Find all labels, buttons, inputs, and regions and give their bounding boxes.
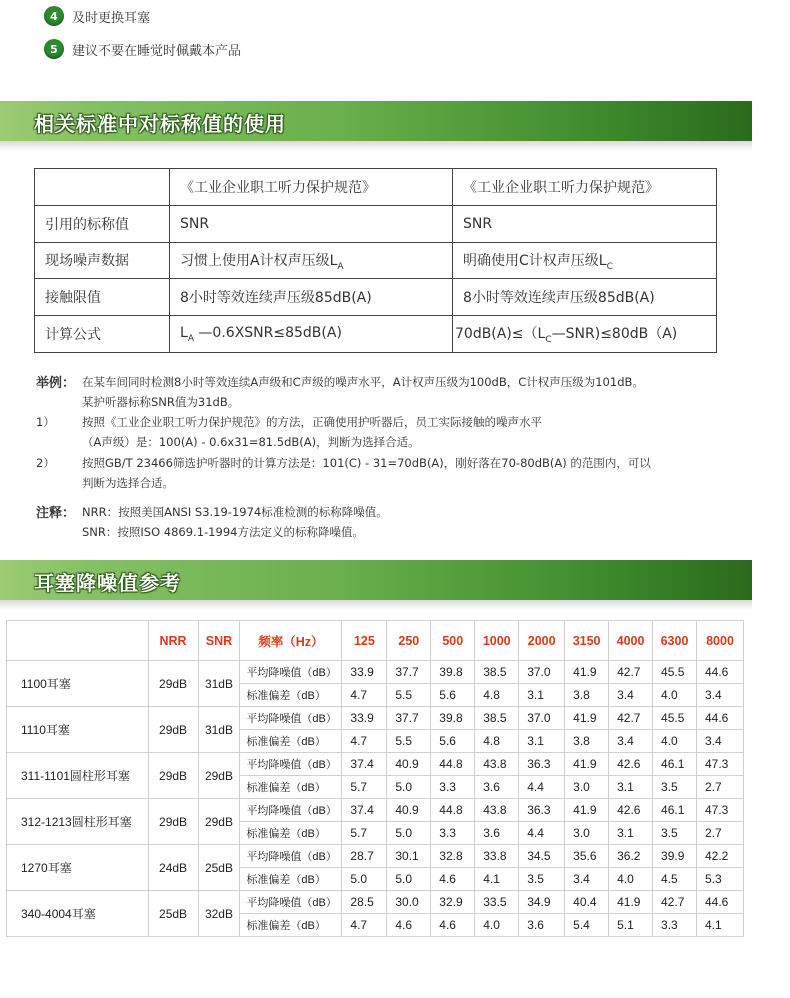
- mean-attenuation-value: 28.7: [342, 845, 387, 868]
- mean-attenuation-value: 37.0: [519, 707, 565, 730]
- banner-shadow: [0, 600, 752, 610]
- product-model: 340-4004耳塞: [7, 891, 149, 937]
- mean-attenuation-value: 46.1: [653, 799, 697, 822]
- mean-attenuation-value: 47.3: [697, 799, 744, 822]
- product-model: 312-1213圆柱形耳塞: [7, 799, 149, 845]
- mean-attenuation-value: 44.8: [431, 799, 475, 822]
- mean-attenuation-value: 36.3: [519, 799, 565, 822]
- std-deviation-label: 标准偏差（dB）: [240, 776, 342, 799]
- std-deviation-value: 5.6: [431, 730, 475, 753]
- example-text: 在某车间同时检测8小时等效连续A声级和C声级的噪声水平，A计权声压级为100dB，C计权声压级为101dB。: [82, 375, 644, 389]
- tip-text: 建议不要在睡觉时佩戴本产品: [72, 43, 242, 59]
- std-deviation-value: 3.1: [609, 822, 653, 845]
- std-deviation-value: 5.6: [431, 684, 475, 707]
- mean-attenuation-value: 33.9: [342, 707, 387, 730]
- std-deviation-value: 4.0: [653, 684, 697, 707]
- mean-attenuation-value: 42.6: [609, 799, 653, 822]
- mean-attenuation-value: 34.5: [519, 845, 565, 868]
- section-banner-standards: [0, 101, 752, 141]
- table-header-cell: 频率（Hz）: [240, 621, 342, 661]
- nrr-value: 29dB: [148, 661, 198, 707]
- std-deviation-value: 4.7: [342, 914, 387, 937]
- mean-attenuation-value: 36.3: [519, 753, 565, 776]
- std-deviation-value: 5.7: [342, 776, 387, 799]
- section-title: 耳塞降噪值参考: [34, 571, 181, 595]
- std-deviation-value: 3.5: [519, 868, 565, 891]
- mean-attenuation-value: 37.7: [387, 661, 431, 684]
- std-deviation-value: 3.4: [697, 730, 744, 753]
- mean-attenuation-label: 平均降噪值（dB）: [240, 891, 342, 914]
- std-deviation-value: 4.4: [519, 776, 565, 799]
- table-row: [7, 799, 744, 822]
- table-header-cell: NRR: [148, 621, 198, 661]
- std-deviation-value: 4.0: [609, 868, 653, 891]
- mean-attenuation-value: 37.4: [342, 799, 387, 822]
- table-header-cell: 3150: [565, 621, 609, 661]
- mean-attenuation-value: 45.5: [653, 707, 697, 730]
- mean-attenuation-value: 33.5: [475, 891, 519, 914]
- std-deviation-value: 5.4: [565, 914, 609, 937]
- mean-attenuation-value: 38.5: [475, 707, 519, 730]
- std-deviation-value: 3.0: [565, 822, 609, 845]
- tip-text: 及时更换耳塞: [72, 10, 151, 26]
- mean-attenuation-value: 42.7: [653, 891, 697, 914]
- std-deviation-value: 5.5: [387, 730, 431, 753]
- mean-attenuation-value: 32.9: [431, 891, 475, 914]
- std-deviation-value: 3.1: [519, 730, 565, 753]
- row-label: 计算公式: [35, 316, 170, 353]
- std-deviation-value: 2.7: [697, 776, 744, 799]
- std-deviation-value: 3.5: [653, 822, 697, 845]
- snr-value: 29dB: [198, 799, 240, 845]
- table-header-cell: 《工业企业职工听力保护规范》: [170, 169, 453, 206]
- example-item-number: 2）: [36, 456, 55, 470]
- table-header-cell: 250: [387, 621, 431, 661]
- example-text: 按照GB/T 23466筛选护听器时的计算方法是：101(C) - 31=70dB(A)，刚好落在70-80dB(A) 的范围内，可以: [82, 456, 651, 470]
- mean-attenuation-value: 32.8: [431, 845, 475, 868]
- nrr-table: [6, 620, 744, 937]
- mean-attenuation-label: 平均降噪值（dB）: [240, 845, 342, 868]
- std-deviation-value: 4.7: [342, 730, 387, 753]
- mean-attenuation-label: 平均降噪值（dB）: [240, 753, 342, 776]
- mean-attenuation-value: 28.5: [342, 891, 387, 914]
- std-deviation-value: 3.8: [565, 684, 609, 707]
- mean-attenuation-value: 39.9: [653, 845, 697, 868]
- section-title: 相关标准中对标称值的使用: [34, 112, 286, 136]
- mean-attenuation-value: 41.9: [565, 707, 609, 730]
- mean-attenuation-value: 42.6: [609, 753, 653, 776]
- table-header-cell: 125: [342, 621, 387, 661]
- std-deviation-label: 标准偏差（dB）: [240, 914, 342, 937]
- std-deviation-value: 3.0: [565, 776, 609, 799]
- mean-attenuation-value: 30.0: [387, 891, 431, 914]
- std-deviation-value: 5.7: [342, 822, 387, 845]
- table-cell: SNR: [170, 205, 453, 242]
- example-text: （A声级）是：100(A) - 0.6x31=81.5dB(A)，判断为选择合适。: [82, 435, 420, 449]
- table-row: [35, 279, 717, 316]
- tip-4: [44, 4, 150, 28]
- mean-attenuation-value: 44.6: [697, 707, 744, 730]
- table-cell: 8小时等效连续声压级85dB(A): [170, 279, 453, 316]
- example-text: 按照《工业企业职工听力保护规范》的方法，正确使用护听器后，员工实际接触的噪声水平: [82, 415, 542, 429]
- table-header-cell: 1000: [475, 621, 519, 661]
- std-deviation-value: 2.7: [697, 822, 744, 845]
- nrr-value: 29dB: [148, 799, 198, 845]
- product-model: 1270耳塞: [7, 845, 149, 891]
- std-deviation-value: 3.8: [565, 730, 609, 753]
- std-deviation-value: 3.4: [609, 684, 653, 707]
- std-deviation-value: 4.0: [475, 914, 519, 937]
- note-text: SNR：按照ISO 4869.1-1994方法定义的标称降噪值。: [82, 525, 364, 539]
- std-deviation-value: 4.8: [475, 684, 519, 707]
- mean-attenuation-value: 46.1: [653, 753, 697, 776]
- example-text: 判断为选择合适。: [82, 476, 174, 490]
- std-deviation-value: 3.6: [475, 822, 519, 845]
- tip-number-badge: 5: [44, 39, 64, 59]
- example-text: 某护听器标称SNR值为31dB。: [82, 395, 240, 409]
- mean-attenuation-value: 39.8: [431, 707, 475, 730]
- mean-attenuation-value: 41.9: [609, 891, 653, 914]
- table-header-cell: [7, 621, 149, 661]
- table-row: [7, 707, 744, 730]
- row-label: 引用的标称值: [35, 205, 170, 242]
- std-deviation-value: 4.6: [431, 914, 475, 937]
- std-deviation-value: 3.3: [431, 776, 475, 799]
- table-cell: 习惯上使用A计权声压级$L_A$: [170, 242, 453, 279]
- mean-attenuation-label: 平均降噪值（dB）: [240, 799, 342, 822]
- std-deviation-value: 4.1: [697, 914, 744, 937]
- mean-attenuation-value: 37.7: [387, 707, 431, 730]
- std-deviation-value: 5.0: [387, 868, 431, 891]
- mean-attenuation-value: 42.2: [697, 845, 744, 868]
- mean-attenuation-value: 36.2: [609, 845, 653, 868]
- example-item-number: 1）: [36, 415, 55, 429]
- table-row: [35, 205, 717, 242]
- banner-shadow: [0, 141, 752, 151]
- table-row: [7, 845, 744, 868]
- mean-attenuation-value: 44.8: [431, 753, 475, 776]
- mean-attenuation-value: 35.6: [565, 845, 609, 868]
- note-text: NRR：按照美国ANSI S3.19-1974标准检测的标称降噪值。: [82, 505, 388, 519]
- table-header-cell: SNR: [198, 621, 240, 661]
- product-model: 311-1101圆柱形耳塞: [7, 753, 149, 799]
- std-deviation-value: 4.4: [519, 822, 565, 845]
- std-deviation-value: 5.0: [342, 868, 387, 891]
- mean-attenuation-value: 37.4: [342, 753, 387, 776]
- table-header-cell: 8000: [697, 621, 744, 661]
- std-deviation-value: 3.6: [519, 914, 565, 937]
- nrr-value: 24dB: [148, 845, 198, 891]
- mean-attenuation-value: 33.8: [475, 845, 519, 868]
- mean-attenuation-value: 34.9: [519, 891, 565, 914]
- mean-attenuation-value: 39.8: [431, 661, 475, 684]
- mean-attenuation-value: 37.0: [519, 661, 565, 684]
- product-model: 1110耳塞: [7, 707, 149, 753]
- std-deviation-value: 5.1: [609, 914, 653, 937]
- std-deviation-value: 4.8: [475, 730, 519, 753]
- mean-attenuation-value: 38.5: [475, 661, 519, 684]
- mean-attenuation-value: 44.6: [697, 891, 744, 914]
- example-label: 举例：: [36, 376, 76, 391]
- mean-attenuation-value: 33.9: [342, 661, 387, 684]
- mean-attenuation-value: 47.3: [697, 753, 744, 776]
- std-deviation-value: 3.3: [431, 822, 475, 845]
- table-row: [7, 661, 744, 684]
- std-deviation-value: 4.6: [387, 914, 431, 937]
- mean-attenuation-value: 42.7: [609, 707, 653, 730]
- table-row: [7, 753, 744, 776]
- row-label: 接触限值: [35, 279, 170, 316]
- std-deviation-value: 3.6: [475, 776, 519, 799]
- note-label: 注释：: [36, 506, 76, 521]
- std-deviation-value: 4.6: [431, 868, 475, 891]
- std-deviation-value: 4.7: [342, 684, 387, 707]
- nrr-value: 29dB: [148, 753, 198, 799]
- std-deviation-value: 4.0: [653, 730, 697, 753]
- mean-attenuation-value: 40.4: [565, 891, 609, 914]
- mean-attenuation-value: 41.9: [565, 799, 609, 822]
- table-cell: $70dB(A)\le(L_C—SNR)\le 80dB(A)$: [453, 316, 717, 353]
- mean-attenuation-value: 45.5: [653, 661, 697, 684]
- table-header-cell: 4000: [609, 621, 653, 661]
- tip-number-badge: 4: [44, 6, 64, 26]
- mean-attenuation-value: 30.1: [387, 845, 431, 868]
- table-row: [35, 316, 717, 353]
- snr-value: 31dB: [198, 707, 240, 753]
- std-deviation-value: 3.4: [697, 684, 744, 707]
- std-deviation-value: 3.4: [565, 868, 609, 891]
- section-banner-nrr: [0, 560, 752, 600]
- std-deviation-value: 4.1: [475, 868, 519, 891]
- std-deviation-value: 5.3: [697, 868, 744, 891]
- std-deviation-label: 标准偏差（dB）: [240, 684, 342, 707]
- table-cell: SNR: [453, 205, 717, 242]
- mean-attenuation-value: 41.9: [565, 753, 609, 776]
- mean-attenuation-label: 平均降噪值（dB）: [240, 661, 342, 684]
- std-deviation-value: 5.0: [387, 822, 431, 845]
- row-label: 现场噪声数据: [35, 242, 170, 279]
- tip-5: [44, 37, 241, 61]
- std-deviation-label: 标准偏差（dB）: [240, 868, 342, 891]
- table-row: [35, 242, 717, 279]
- mean-attenuation-value: 40.9: [387, 753, 431, 776]
- snr-value: 31dB: [198, 661, 240, 707]
- product-model: 1100耳塞: [7, 661, 149, 707]
- table-cell: $L_A$ —0.6XSNR≤85dB(A): [170, 316, 453, 353]
- mean-attenuation-value: 43.8: [475, 799, 519, 822]
- table-header-cell: 500: [431, 621, 475, 661]
- std-deviation-value: 4.5: [653, 868, 697, 891]
- std-deviation-value: 3.3: [653, 914, 697, 937]
- table-header-cell: 2000: [519, 621, 565, 661]
- std-deviation-value: 5.0: [387, 776, 431, 799]
- table-header-cell: 《工业企业职工听力保护规范》: [453, 169, 717, 206]
- standards-table: [34, 168, 717, 353]
- mean-attenuation-value: 42.7: [609, 661, 653, 684]
- table-row: [7, 891, 744, 914]
- std-deviation-value: 3.4: [609, 730, 653, 753]
- mean-attenuation-value: 43.8: [475, 753, 519, 776]
- table-header-cell: 6300: [653, 621, 697, 661]
- table-row: [35, 169, 717, 206]
- table-cell: [35, 169, 170, 206]
- table-cell: 明确使用C计权声压级$L_C$: [453, 242, 717, 279]
- std-deviation-value: 3.5: [653, 776, 697, 799]
- snr-value: 25dB: [198, 845, 240, 891]
- std-deviation-value: 5.5: [387, 684, 431, 707]
- mean-attenuation-value: 40.9: [387, 799, 431, 822]
- nrr-value: 29dB: [148, 707, 198, 753]
- snr-value: 32dB: [198, 891, 240, 937]
- std-deviation-value: 3.1: [519, 684, 565, 707]
- mean-attenuation-label: 平均降噪值（dB）: [240, 707, 342, 730]
- mean-attenuation-value: 41.9: [565, 661, 609, 684]
- nrr-value: 25dB: [148, 891, 198, 937]
- table-cell: 8小时等效连续声压级85dB(A): [453, 279, 717, 316]
- table-header-row: [7, 621, 744, 661]
- mean-attenuation-value: 44.6: [697, 661, 744, 684]
- std-deviation-label: 标准偏差（dB）: [240, 730, 342, 753]
- std-deviation-label: 标准偏差（dB）: [240, 822, 342, 845]
- std-deviation-value: 3.1: [609, 776, 653, 799]
- snr-value: 29dB: [198, 753, 240, 799]
